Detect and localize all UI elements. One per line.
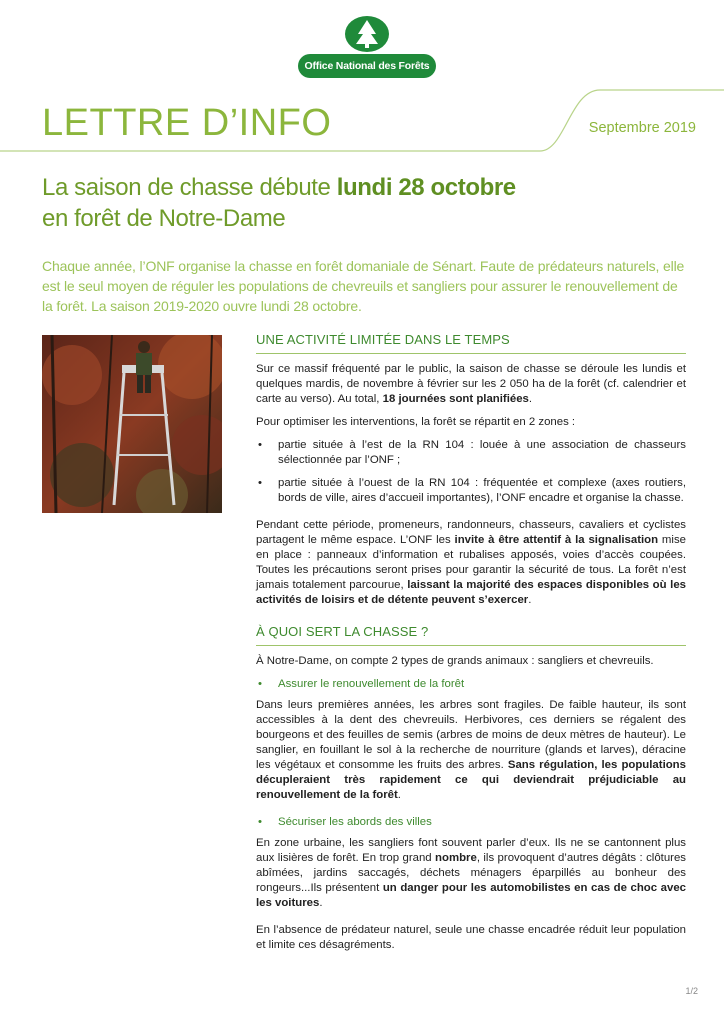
text: mise en place : panneaux d’information et rubalises apposés, voies d’accès coupées. Toutes les précautions seront prises pour garantir la sécurité de tous. La forêt n’est jamais totalement parcourue, [256,534,686,591]
article-column [256,332,686,961]
section-divider [256,353,686,354]
title-part2: en forêt de Notre-Dame [42,205,286,232]
paragraph [256,836,686,911]
hunter-photo [42,335,222,513]
paragraph: À Notre-Dame, on compte 2 types de grands animaux : sangliers et chevreuils. [256,655,654,667]
logo-text: Office National des Forêts [298,54,436,78]
page-number: 1/2 [685,986,698,996]
bold-text: nombre [435,852,477,864]
list-item: • partie située à l’ouest de la RN 104 : fréquentée et complexe (axes routiers, bords de ville, aires d’accueil importantes), l’ONF encadre et organise la chasse. [256,476,686,506]
bold-text: laissant la majorité des espaces disponibles où les activités de loisirs et de détente peuvent s’exercer [256,579,686,606]
intro-paragraph: Chaque année, l’ONF organise la chasse en forêt domaniale de Sénart. Faute de prédateurs naturels, elle est le seul moyen de réguler les populations de chevreuils et sangliers pour assurer le renouvellement de la forêt. La saison 2019-2020 ouvre lundi 28 octobre. [42,258,685,314]
paragraph: Pour optimiser les interventions, la forêt se répartit en 2 zones : [256,416,576,428]
bold-text: 18 journées sont planifiées [382,393,529,405]
text: Pendant cette période, promeneurs, randonneurs, chasseurs, cavaliers et cyclistes partagent le même espace. L’ONF les [256,519,686,546]
title-part1: La saison de chasse débute [42,174,337,201]
bold-text: un danger pour les automobilistes en cas de choc avec les voitures [256,882,686,909]
text: . [528,393,533,405]
subheading-renouvellement: • Assurer le renouvellement de la forêt [256,677,686,692]
bold-text: Sans régulation, les populations décupleraient très rapidement ce qui deviendrait préjudiciable au renouvellement de la forêt [256,759,686,801]
text: En zone urbaine, les sangliers font souvent parler d’eux. Ils ne se cantonnent plus aux lisières de forêt. En trop grand [256,837,686,864]
text: . [319,897,323,909]
bold-text: invite à être attentif à la signalisation [454,534,659,546]
text: Sur ce massif fréquenté par le public, la saison de chasse se déroule les lundis et quelques mardis, de novembre à février sur les 2 050 ha de la forêt (cf. calendrier et carte au verso). Au total, [256,363,686,405]
section-heading-chasse: À QUOI SERT LA CHASSE ? [256,624,429,639]
text: . [528,594,532,606]
paragraph [256,518,686,608]
section-divider [256,645,686,646]
subheading-securiser: • Sécuriser les abords des villes [256,815,686,830]
paragraph [256,362,686,407]
issue-date: Septembre 2019 [588,120,696,136]
onf-logo [298,12,438,72]
tree-icon [344,12,390,52]
section-heading-activite: UNE ACTIVITÉ LIMITÉE DANS LE TEMPS [256,332,510,347]
paragraph: En l’absence de prédateur naturel, seule une chasse encadrée réduit leur population et limite ces désagréments. [256,924,686,951]
paragraph [256,698,686,803]
text: . [397,789,401,801]
page-title [42,172,682,234]
newsletter-title: LETTRE D’INFO [42,102,332,144]
text: Dans leurs premières années, les arbres sont fragiles. De faible hauteur, ils sont accessibles à la dent des chevreuils. Herbivores, ces derniers se régalent des bourgeons et des feuilles de semis (arbres de moins de deux mètres de hauteur). Le sanglier, en fouillant le sol à la recherche de nourriture (glands et larves), déracine les végétaux et consomme les fruits des arbres. [256,699,686,771]
text: , ils provoquent d’autres dégâts : clôtures abîmées, jardins saccagés, déchets ménagers éparpillés au bonheur des rongeurs...Ils présentent [256,852,686,894]
title-date: lundi 28 octobre [336,174,516,201]
list-item: • partie située à l’est de la RN 104 : louée à une association de chasseurs sélectionnée par l’ONF ; [256,438,686,468]
